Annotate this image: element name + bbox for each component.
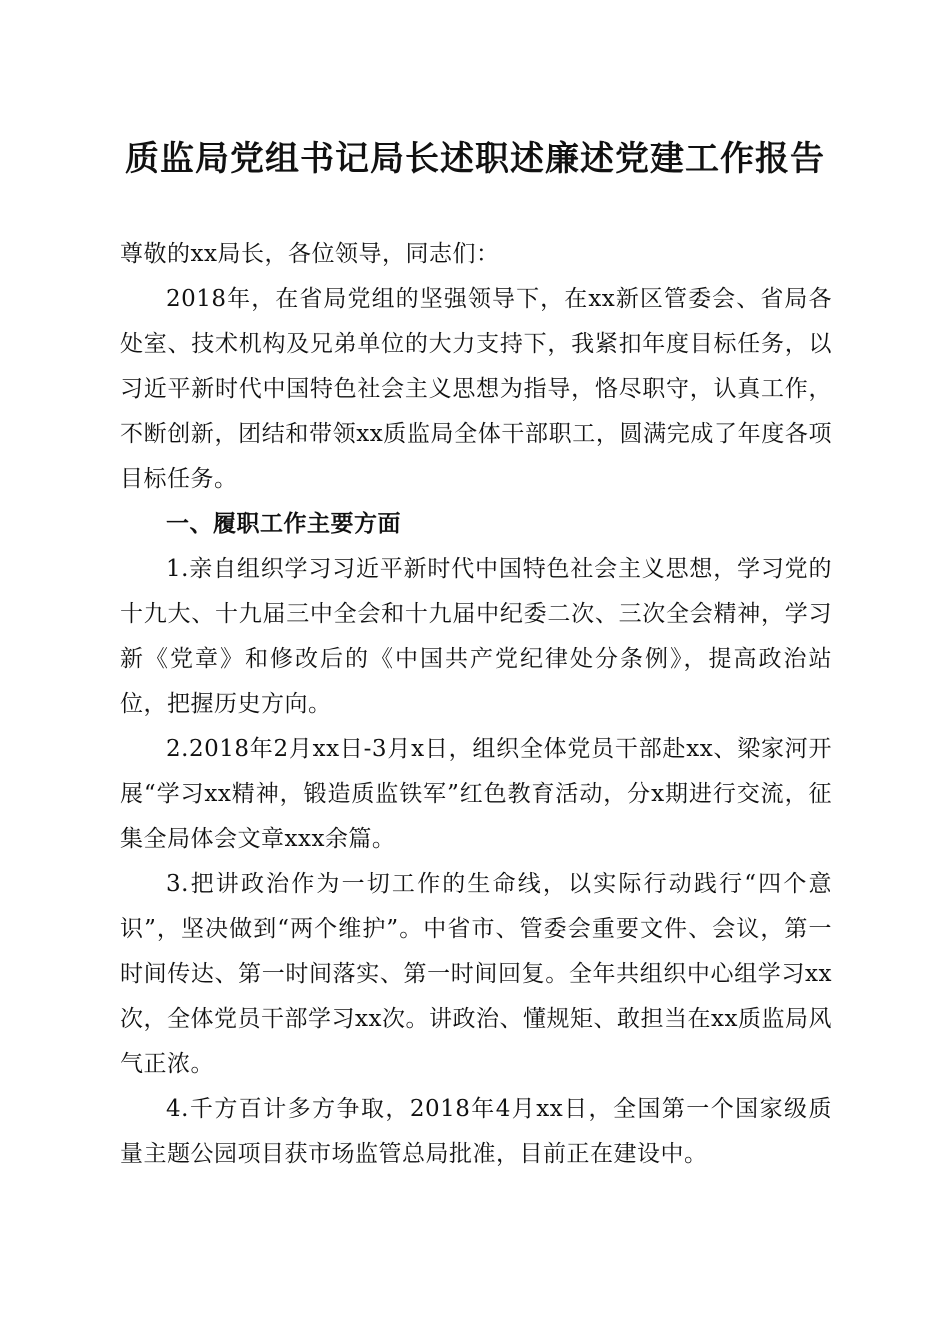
- salutation: 尊敬的xx局长，各位领导，同志们：: [120, 241, 500, 267]
- section-heading: 一、履职工作主要方面: [166, 511, 401, 537]
- document-title: 质监局党组书记局长述职述廉述党建工作报告: [125, 139, 825, 179]
- intro-paragraph: 2018年，在省局党组的坚强领导下，在xx新区管委会、省局各处室、技术机构及兄弟单位的大力支持下，我紧扣年度目标任务，以习近平新时代中国特色社会主义思想为指导，恪尽职守，认真工作，不断创新，团结和带领xx质监局全体干部职工，圆满完成了年度各项目标任务。: [120, 286, 832, 492]
- list-item: 1.亲自组织学习习近平新时代中国特色社会主义思想，学习党的十九大、十九届三中全会和十九届中纪委二次、三次全会精神，学习新《党章》和修改后的《中国共产党纪律处分条例》，提高政治站位，把握历史方向。: [120, 556, 832, 717]
- list-item: 3.把讲政治作为一切工作的生命线，以实际行动践行“四个意识”，坚决做到“两个维护”。中省市、管委会重要文件、会议，第一时间传达、第一时间落实、第一时间回复。全年共组织中心组学习xx次，全体党员干部学习xx次。讲政治、懂规矩、敢担当在xx质监局风气正浓。: [120, 871, 832, 1077]
- document-body: [120, 232, 832, 1177]
- list-item: 4.千方百计多方争取，2018年4月xx日，全国第一个国家级质量主题公园项目获市场监管总局批准，目前正在建设中。: [120, 1096, 832, 1167]
- list-item: 2.2018年2月xx日-3月x日，组织全体党员干部赴xx、梁家河开展“学习xx精神，锻造质监铁军”红色教育活动，分x期进行交流，征集全局体会文章xxx余篇。: [120, 736, 832, 852]
